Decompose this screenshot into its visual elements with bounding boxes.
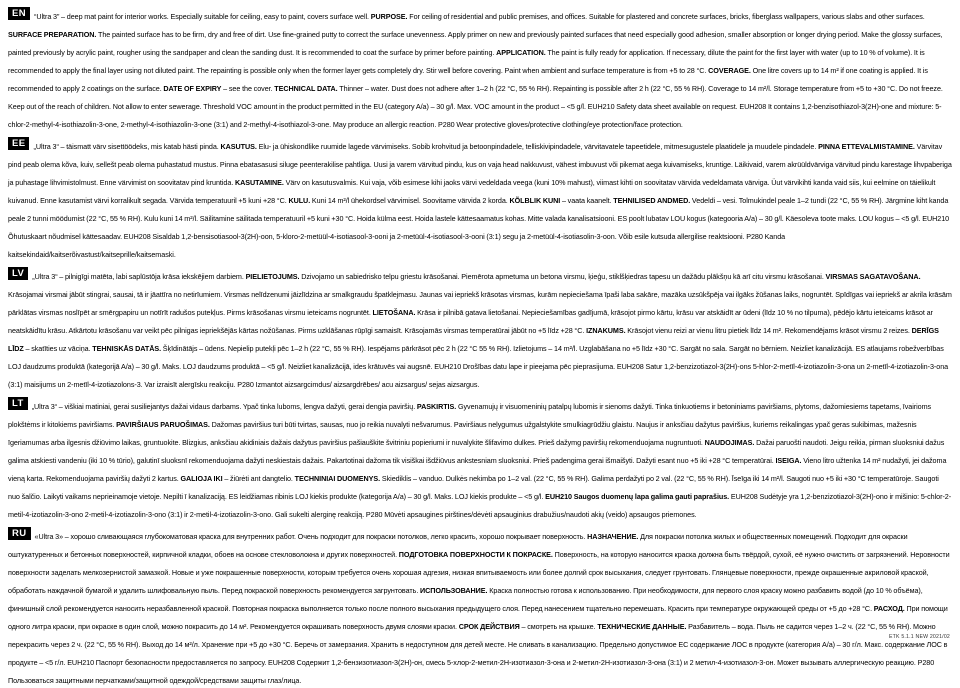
language-block-lv <box>8 266 952 392</box>
language-tag-ru: RU <box>8 527 31 540</box>
instructions-text-en: “Ultra 3” – deep mat paint for interior works. Especially suitable for ceiling, easy to paint, covers surface well. PURPOSE. For ceiling of residential and public premises, and offices. Suitable for plastered and concrete surfaces, bricks, fiberglass wallpapers, various slabs and other surfaces. SURFACE PREPARATION. The painted surface has to be firm, dry and free of dirt. Use fine-grained putty to correct the surface unevenness. Apply primer on new and previously painted surfaces that need especially good adhesion, smaller absorption or longer drying period. Make the glossy surfaces, painted previously by acrylic paint, rougher using the sandpaper and clean the sanding dust. It is recommended to coat the surface by primer before painting. APPLICATION. The paint is fully ready for application. If necessary, dilute the paint for the first layer with water (up to 10 % of volume). It is recommended to apply the final layer using not diluted paint. The repainting is possible only when the former layer gets completely dry. Stir well before covering. Paint when ambient and surface temperature is from +5 to 28 °C. COVERAGE. One litre covers up to 14 m² if one coating is applied. It is recommended to apply 2 coatings on the surface. DATE OF EXPIRY – see the cover. TECHNICAL DATA. Thinner – water. Dust does not adhere after 1–2 h (22 °C, 55 % RH). Repainting is possible after 2 h (22 °C, 55 % RH). Coverage to 14 m²/l. Storage temperature from +5 to +30 °C. Do not freeze. Keep out of the reach of children. Not allow to enter sewerage. Threshold VOC amount in the product permitted in the EU (category A/a) – 30 g/l. Max. VOC amount in the product – <5 g/l. EUH210 Safety data sheet available on request. EUH208 It contains 1,2-benzisothiazol-3(2H)-one and mixture: 5-chlor-2-methyl-4-isothiazolin-3-one, 2-methyl-4-isothiazolin-3-one (3:1) and 2-methyl-4-isothiazol-3-one. May produce an allergic reaction. P280 Wear protective gloves/protective clothing/eye protection/face protection. <box>8 12 943 129</box>
instructions-text-lv: „Ultra 3“ – pilnigīgi matēta, labi saplūstōja krāsa iekskējiem darbiem. PIELIETOJUMS. Dzivojamo un sabiedrisko telpu griestu krāsošanai. Piemērota apmetuma un betona virsmu, ķieģu, stiklšķiedras tapesu un dažādu plākšņu kā arī citu virsmu krāsošanai. VIRSMAS SAGATAVOŠANA. Krāsojamai virsmai jābūt stingrai, sausai, tā ir jāattīra no netirīumiem. Virsmas nelīdzenumi jāizlīdzina ar smalkgraudu špatklejmasu. Jaunas vai iepriekš krāsotas virsmas, kurām nepieciešama īpaši laba sakāre, mazāka uzsūkšpēja vai ilgāks žūšanas laiks, nogruntēt. Spīdīgas vai iepriekš ar akrila krāsām pārklātas virsmas noslīpēt ar smērgpapiru un notīrīt radušos putekļus. Pirms krāsošanas virsmu ieteicams nogruntēt. LIETOŠANA. Krāsa ir pilnibā gatava lietošanai. Nepieciešamības gadījumā, krāsojot pirmo kārtu, krāsu var atskāidīt ar ūdeni (līdz 10 % no tilpuma), pēdējo kārtu ieteicams krāsot ar neatskāidītu krāsu. Atkārtotu krāsošanu var veikt pēc pilnigas iepriekšējās kārtas nožūšanas. Pirms uzklāšanas rūpīgi samaisīt. Krāsojamās virsmas temperatūrai jābūt no +5 līdz +28 °C. IZNAKUMS. Krāsojot vienu reizi ar vienu litru pietiek līdz 14 m². Rekomendējams krāsot virsmu 2 reizes. DERĪGS LĪDZ – skatīties uz vāciņa. TEHNISKĀS DATĀS. Šķīdinātājs – ūdens. Nepielip putekļi pēc 1–2 h (22 °C, 55 % RH). Iespējams pārkrāsot pēc 2 h (22 °C 55 % RH). Izlietojums – 14 m²/l. Uzglabāšana no +5 līdz +30 °C. Sargāt no sala. Sargāt no bērniem. Neizliet kanalizācijā. ES atlaujams robežverbības LOJ daudzums produktā (kategorijā A/a) – 30 g/l. Maks. LOJ daudzums produktā – <5 g/l. Neizliet kanalizācijā, ides krātuvēs vai augsnē. EUH210 Drošības datu lape ir pieejama pēc pieprasijuma. EUH208 Satur 1,2-benzizotiazol-3(2H)-ons 5-hlor-2-metīl-4-izotiazolin-3-ona un 2-metīl-4-izotiazolin-3-ona (3:1) maisijums un 2-metīl-4-izotiazolons-3. Var izraisīt alergīsku reakciju. P280 Izmantot aizsargcimdus/ aizsargdrēbes/ acu aizsargus/ sejas aizsargus. <box>8 272 952 389</box>
language-block-lt <box>8 396 952 522</box>
document-code: ETK 5.1.1 NEW 2021/02 <box>888 634 950 640</box>
language-block-ee <box>8 136 952 262</box>
language-tag-lt: LT <box>8 397 28 410</box>
language-tag-en: EN <box>8 7 30 20</box>
instructions-text-lt: „Ultra 3“ – viškiai matiniai, gerai susiliejantys dažai vidaus darbams. Ypač tinka luboms, lengva dažyti, gerai dengia paviršių. PASKIRTIS. Gyvenamujų ir visuomeninių patalpų lubomis ir sienoms dažyti. Tinka tinkuotiems ir betoniniams paviršiams, plytoms, dažomiesiems tapetams, īvairioms plokštėms ir kitokiems paviršiams. PAVIRŠIAUS PARUOŠIMAS. Dažomas paviršius turi būti tvirtas, sausas, nuo jo reikia nuvalyti nešvarumus. Paviršiaus nelygumus užgalstykite smulkiagrūdžiu glaistu. Naujus ir anksčiau dažytus paviršius, kuriems reikalingas ypač geras sukibimas, mažesnis īgeriamumas arba ilgesnis džiūvimo laikas, gruntuokite. Blizgius, anksčiau akidiniais dažais dažytus paviršius pašiauškite švitriniu popieriumi ir nuvalykite šlifavimo dulkes. Prieš dažymg paviršių rekomenduojama nugruntuoti. NAUDOJIMAS. Dažai paruošti naudoti. Jeigu reikia, pirman sluoksniui dažus galima atskiesti vandeniu (iki 10 % tūrio), galutinī sluoksnī rekomenduojama dažyti neskiestais dažais. Pakartotinai dažoma tik visiškai išdžiūvus ankstesniam sluoksniui. Prieš padengima gerai išmaišyti. Dažyti esant nuo +5 iki +28 °C temperatūrai. ISEIGA. Vieno litro užtenka 14 m² nudažyti, jei dažoma vieną karta. Rekomenduojama paviršių dažyti 2 kartus. GALIOJA IKI – žiūrėti ant dangtelio. TECHNINIAI DUOMENYS. Skiediklis – vanduo. Dulkės nekimba po 1–2 val. (22 °C, 55 % RH). Galima perdažyti po 2 val. (22 °C, 55 % RH). Īseīga iki 14 m²/l. Saugoti nuo +5 iki +30 °C temperatūroje. Saugoti nuo šalčio. Laikyti vaikams neprieinamoje vietoje. Nepilti ī kanalizaciją. ES leidžiamas ribinis LOJ kiekis produkte (kategorija A/a) – 30 g/l. Maks. LOJ kiekis produkte – <5 g/l. EUH210 Saugos duomenų lapa galima gauti paprašius. EUH208 Sudėtyje yra 1,2-benzizotiazol-3(2H)-ono ir mišinio: 5-chlor-2-metil-4-izotiazolin-3-ono 2-metil-4-izotiazolin-3-ono (3:1) ir 2-metil-4-izotiazolin-3-ono. Gali sukelti alerginę reakciją. P280 Mūvėti apsaugines pirštines/dėvėti apsauginius drabužius/naudoti akių (veido) apsaugos priemones. <box>8 402 952 519</box>
instructions-text-ee: „Ultra 3“ – täismatt värv sisettöödeks, mis katab hästi pinda. KASUTUS. Elu- ja ühiskondlike ruumide lagede värvimiseks. Sobib krohvitud ja betoonpindadele, telliskivipindadele, värvitavatele tapeetidele, mitmesugustele plaatidele ja muudele pindadele. PINNA ETTEVALMISTAMINE. Värvitav pind peab olema kõva, kuiv, sellešt peab olema puhastatud mustus. Pinna ebatasasusi siluge peenterakilise pahtliga. Uusi ja varem värvitud pindu, kus on vaja head nakkuvust, vähest imbuvust või pikemat aega kuivamiseks, kruntige. Läikivaid, varem akrüüldvärviga värvitud pindu karestage lihvpaberiga ja puhastage lihvimistolmust. Enne värvimist on soovitatav pind kruntida. KASUTAMINE. Värv on kasutusvalmis. Kui vaja, võib esimese kihi jaoks värvi vedeldada veega (kuni 10% mahust), viimast kihti on soovitatav värvida vedeldamata värviga. Üut värvikihti kanda vaid siis, kui eelmine on täielikult kuivanud. Enne kasutamist värvi korralikult segada. Värvida temperatuuril +5 kuni +28 °C. KULU. Kuni 14 m²/l ühekordsel värvimisel. Soovitame värvida 2 korda. KÕLBLIK KUNI – vaata kaanelt. TEHNILISED ANDMED. Vedeldi – vesi. Tolmukindel peale 1–2 tundi (22 °C, 55 % RH). Järgmine kiht kanda peale 2 tunni möödumist (22 °C, 55 % RH). Kulu kuni 14 m²/l. Säilitamine säilitada temperatuuril +5 kuni +30 °C. Hoida külma eest. Hoida lastele kättesaamatus kohas. Mitte valada kanalisatsiooni. ES poolt lubatav LOU kogus (kategooria A/a) – 30 g/l. Käesoleva toote maks. LOU kogus – <5 g/l. EUH210 Õhutuskaart nõudmisel kättesaadav. EUH208 Sisaldab 1,2-bensisotiasool-3(2H)-oon, 5-kloro-2-metüül-4-isotiasool-3-ooni ja 2-metüül-4-isotiasool-3-ooni (3:1) segu ja 2-metüül-4-isotiasolin-3-oon. Võib esile kutsuda allergilise reaktsiooni. P280 Kanda kaitsekindaid/kaitserõivastust/kaitseprille/kaitsemaski. <box>8 142 952 259</box>
instructions-text-ru: «Ultra 3» – хорошо сливающаяся глубокоматовая краска для внутренних работ. Очень подходит для покраски потолков, легко красить, хорошо покрывает поверхность. НАЗНАЧЕНИЕ. Для покраски потолка жилых и общественных помещений. Подходит для окраски оштукатуренных и бетонных поверхностей, кирпичной кладки, обоев на основе стекловолокна и других поверхностей. ПОДГОТОВКА ПОВЕРХНОСТИ К ПОКРАСКЕ. Поверхность, на которую наносится краска должна быть твёрдой, сухой, её нужно очистить от загрязнений. Неровности поверхности заделать мелкозернистой замазкой. Новые и уже покрашенные поверхности, которым требуется очень хорошая адгезия, низкая впитываемость или более долгий срок высыхания, следует грунтовать. Глянцевые поверхности, прежде окрашенные акриловой краской, обработать наждачной бумагой и удалить шлифовальную пыль. Перед покраской поверхность рекомендуется загрунтовать. ИСПОЛЬЗОВАНИЕ. Краска полностью готова к использованию. При необходимости, для первого слоя краску можно разбавить водой (до 10 % объёма), финишный слой рекомендуется наносить неразбавленной краской. Повторная покраска выполняется только после полного высыхания предыдущего слоя. Перед нанесением тщательно перемешать. Красить при температуре окружающей среды от +5 до +28 °C. РАСХОД. При помощи одного литра краски, при окраске в один слой, можно покрасить до 14 м². Рекомендуется окрашивать поверхность двумя слоями краски. СРОК ДЕЙСТВИЯ – смотреть на крышке. ТЕХНИЧЕСКИЕ ДАННЫЕ. Разбавитель – вода. Пыль не садится через 1–2 ч. (22 °C, 55 % RH). Можно перекрасить через 2 ч. (22 °C, 55 % RH). Выход до 14 м²/л. Хранение при +5 до +30 °C. Беречь от замерзания. Хранить в недоступном для детей месте. Не сливать в канализацию. Предельно допустимое ЕС содержание ЛОС в продукте (категория A/a) – 30 г/л. Макс. содержание ЛОС в продукте – <5 г/л. EUH210 Паспорт безопасности предоставляется по запросу. EUH208 Содержит 1,2-бензизотиазол-3(2H)-он, смесь 5-хлор-2-метил-2Н-изотиазол-3-она и 2-метил-2Н-изотиазол-3-она (3:1) и 2 метил-4-изотиазол-3-он. Может вызывать аллергическую реакцию. P280 Пользоваться защитными перчатками/защитной одеждой/средствами защиты глаз/лица. <box>8 532 950 685</box>
language-block-ru <box>8 526 952 688</box>
language-block-en <box>8 6 952 132</box>
language-tag-ee: EE <box>8 137 29 150</box>
language-tag-lv: LV <box>8 267 28 280</box>
